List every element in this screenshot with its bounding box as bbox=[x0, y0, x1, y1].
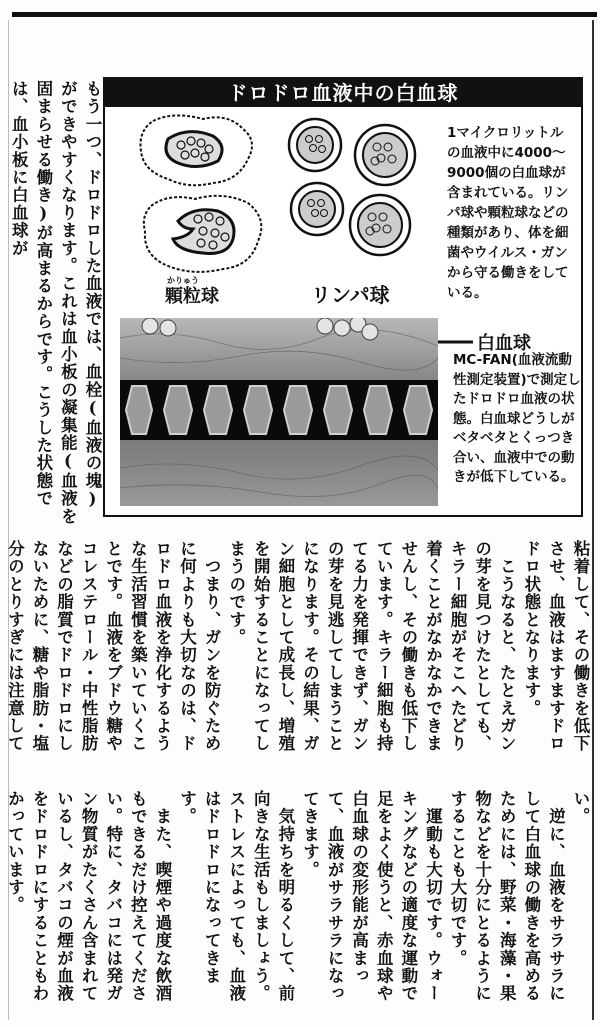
lymphocyte-label: リンパ球 bbox=[311, 283, 390, 307]
granulocyte-label: 顆粒球 bbox=[165, 286, 219, 307]
intro-caption: 1マイクロリットルの血液中に4000〜9000個の白血球が含まれている。リンパ球や顆粒球などの種類があり、体を細菌やウイルス・ガンから守る働きをしている。 bbox=[447, 125, 569, 301]
granulocyte-ruby: かりゅう bbox=[167, 276, 199, 285]
mcfan-caption: MC-FAN(血液流動性測定装置)で測定したドロドロ血液の状態。白血球どうしがベタベタとくっつき合い、血液中での動きが低下している。 bbox=[453, 352, 581, 485]
page-right-edge bbox=[592, 20, 594, 1020]
article-upper-column: もう一つ、ドロドロした血液では、血栓(血液の塊)ができやすくなります。これは血小板の凝集能(血液を固まらせる働き)が高まるからです。こうした状態では、血小板に白血球が bbox=[9, 80, 102, 525]
mcfan-photo bbox=[120, 318, 438, 506]
white-blood-cell-label: 白血球 bbox=[477, 333, 531, 354]
article-lower-column: い。 逆に、血液をサラサラにして白血球の働きを高めるためには、野菜・海藻・果物などを十分にとるようにすることも大切です。 運動も大切です。ウォーキングなどの適度な運動で足をよく使うと、赤血球や白血球の変形能が高まって、血液がサラサラになってきます。 気持ちを明るくして、前向きな生活もしましょう。ストレスによっても、血液はドロドロになってきます。 また、喫煙や過度な飲酒もできるだけ控えてください。特に、タバコには発ガン物質がたくさん含まれているし、タバコの煙が血液をドロドロにすることもわかっています。 bbox=[5, 790, 590, 1003]
mcfan-micrograph bbox=[120, 318, 438, 506]
figure-title: ドロドロ血液中の白血球 bbox=[105, 79, 581, 107]
lymphocyte-illustration bbox=[275, 117, 425, 287]
top-rule bbox=[12, 12, 597, 17]
article-middle-column: 粘着して、その働きを低下させ、血液はますますドロドロ状態となります。 こうなると、たとえガンの芽を見つけたとしても、キラー細胞がそこへたどり着くことがなかなかできませんし、その働きも低下しています。キラー細胞も持てる力を発揮できず、ガンの芽を見逃してしまうことになります。その結果、ガン細胞として成長し、増殖を開始することになってしまうのです。 つまり、ガンを防ぐために何よりも大切なのは、ドロドロ血液を浄化するような生活習慣を築いていくことです。血液をブドウ糖やコレステロール・中性脂肪などの脂質でドロドロにしないために、糖や脂肪・塩分のとりすぎには注意して bbox=[5, 540, 590, 753]
granulocyte-illustration bbox=[133, 111, 283, 281]
